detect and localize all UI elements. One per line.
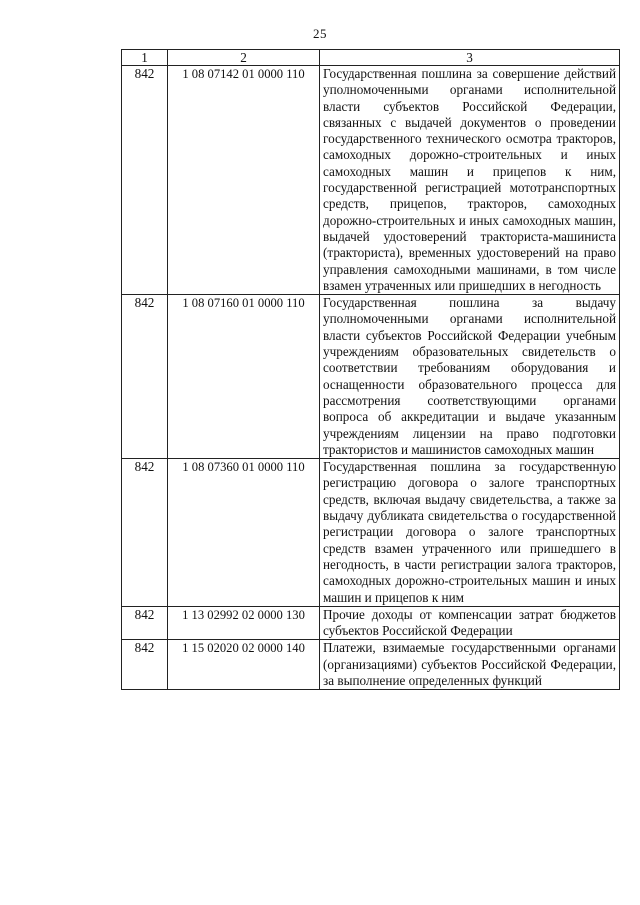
table-row	[122, 459, 620, 607]
admin-code-cell: 842	[122, 640, 168, 690]
budget-code-cell: 1 08 07142 01 0000 110	[168, 66, 320, 295]
column-header-1: 1	[122, 50, 168, 66]
budget-code-cell: 1 08 07360 01 0000 110	[168, 459, 320, 607]
revenue-codes-table	[121, 49, 620, 690]
admin-code-cell: 842	[122, 66, 168, 295]
budget-code-cell: 1 13 02992 02 0000 130	[168, 606, 320, 640]
table-header-row	[122, 50, 620, 66]
admin-code-cell: 842	[122, 459, 168, 607]
revenue-name-cell: Прочие доходы от компенсации затрат бюджетов субъектов Российской Федерации	[320, 606, 620, 640]
column-header-2: 2	[168, 50, 320, 66]
revenue-name-cell: Государственная пошлина за государственную регистрацию договора о залоге транспортных средств, включая выдачу свидетельства, а также за выдачу дубликата свидетельства о государственной регистрации договора о залоге транспортных средств взамен утраченного или пришедшего в негодность, в части регистрации залога тракторов, самоходных дорожно-строительных машин и иных машин и прицепов к ним	[320, 459, 620, 607]
admin-code-cell: 842	[122, 606, 168, 640]
budget-code-cell: 1 15 02020 02 0000 140	[168, 640, 320, 690]
table-row	[122, 640, 620, 690]
budget-code-cell: 1 08 07160 01 0000 110	[168, 295, 320, 459]
table-row	[122, 295, 620, 459]
column-header-3: 3	[320, 50, 620, 66]
admin-code-cell: 842	[122, 295, 168, 459]
table-row	[122, 606, 620, 640]
revenue-name-cell: Платежи, взимаемые государственными органами (организациями) субъектов Российской Федерации, за выполнение определенных функций	[320, 640, 620, 690]
table-row	[122, 66, 620, 295]
page-number: 25	[313, 26, 327, 41]
revenue-name-cell: Государственная пошлина за совершение действий уполномоченными органами исполнительной власти субъектов Российской Федерации, связанных с выдачей документов о проведении государственного технического осмотра тракторов, самоходных дорожно-строительных и иных самоходных машин и прицепов к ним, государственной регистрацией мототранспортных средств, прицепов, тракторов, самоходных дорожно-строительных и иных самоходных машин, выдачей удостоверений тракториста-машиниста (тракториста), временных удостоверений на право управления самоходными машинами, в том числе взамен утраченных или пришедших в негодность	[320, 66, 620, 295]
revenue-name-cell: Государственная пошлина за выдачу уполномоченными органами исполнительной власти субъектов Российской Федерации учебным учреждениям образовательных свидетельств о соответствии требованиям оборудования и оснащенности образовательного процесса для рассмотрения соответствующими органами вопроса об аккредитации и выдаче указанным учреждениям лицензии на право подготовки трактористов и машинистов самоходных машин	[320, 295, 620, 459]
